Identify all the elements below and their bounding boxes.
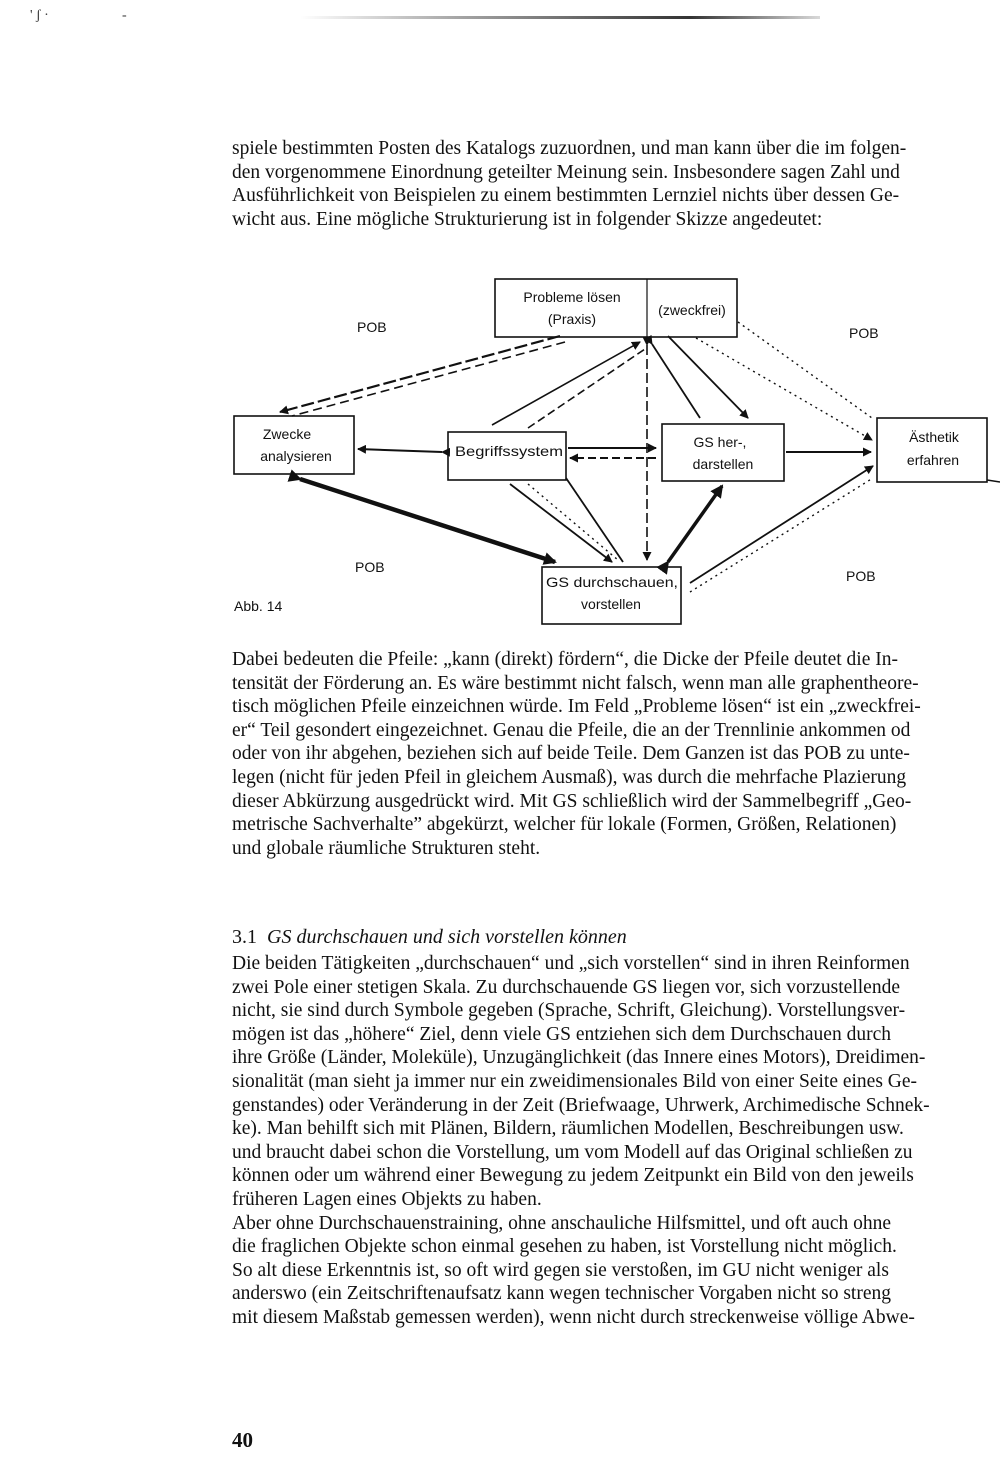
- text-line: anderswo (ein Zeitschriftenaufsatz kann wegen technischer Vorgaben nicht so streng: [232, 1283, 891, 1305]
- box-gs-herstellen: [662, 424, 784, 481]
- text-line: ihre Größe (Länder, Moleküle), Unzugänglichkeit (das Innere eines Motors), Dreidimen-: [232, 1047, 926, 1069]
- text-line: und globale räumliche Strukturen steht.: [232, 837, 541, 859]
- arrow: [668, 336, 748, 418]
- pob-label: POB: [846, 568, 876, 584]
- section-title: GS durchschauen und sich vorstellen können: [267, 926, 627, 948]
- node-label: analysieren: [260, 448, 332, 464]
- text-line: er“ Teil gesondert eingezeichnet. Genau die Pfeile, die an der Trennlinie ankommen od: [232, 719, 911, 741]
- arrow-thick: [668, 486, 722, 562]
- text-line: ke). Man behilft sich mit Plänen, Bildern, räumlichen Modellen, Beschreibungen usw.: [232, 1118, 904, 1140]
- text-line: tensität der Förderung an. Es wäre bestimmt nicht falsch, wenn man alle graphentheore-: [232, 672, 919, 694]
- node-label: GS her-,: [693, 434, 747, 450]
- arrow-dashed: [280, 336, 560, 412]
- text-line: die fraglichen Objekte schon einmal gesehen zu haben, ist Vorstellung nicht möglich.: [232, 1236, 897, 1258]
- scan-artifact-mark-right: -: [122, 8, 127, 23]
- arrow: [492, 342, 640, 425]
- text-line: Aber ohne Durchschauenstraining, ohne anschauliche Hilfsmittel, und oft auch ohne: [232, 1212, 892, 1234]
- text-line: Dabei bedeuten die Pfeile: „kann (direkt) fördern“, die Dicke der Pfeile deutet die In-: [232, 649, 898, 670]
- text-line: Die beiden Tätigkeiten „durchschauen“ und „sich vorstellen“ sind in ihren Reinformen: [232, 953, 910, 974]
- node-label: (zweckfrei): [658, 302, 726, 318]
- text-line: Ausführlichkeit von Beispielen zu einem bestimmten Lernziel nichts über dessen Ge-: [232, 185, 900, 207]
- box-zwecke-analysieren: [234, 416, 354, 474]
- arrow: [690, 466, 873, 583]
- arrow-double: [358, 449, 442, 452]
- text-line: spiele bestimmten Posten des Katalogs zuzuordnen, und man kann über die im folgen-: [232, 138, 907, 159]
- arrow: [652, 344, 700, 418]
- section-heading: [232, 926, 627, 949]
- text-line: metrische Sachverhalte” abgekürzt, welcher für lokale (Formen, Größen, Relationen): [232, 814, 897, 836]
- text-line: nicht, sie sind durch Symbole gegeben (Sprache, Schrift, Gleichung). Vorstellungsver-: [232, 1000, 906, 1022]
- pob-label: POB: [849, 325, 879, 341]
- text-line: früheren Lagen eines Objekts zu haben.: [232, 1188, 542, 1210]
- arrow-dashed-parallel: [292, 342, 565, 416]
- arrow-dotted: [528, 484, 618, 560]
- box-aesthetik-erfahren: [877, 418, 987, 482]
- node-label: Begriffssystem: [455, 443, 563, 459]
- arrow-dashed: [528, 349, 645, 428]
- figure-caption: Abb. 14: [234, 598, 283, 614]
- node-label: GS durchschauen,: [546, 574, 678, 590]
- text-line: wicht aus. Eine mögliche Strukturierung ist in folgender Skizze angedeutet:: [232, 208, 823, 230]
- text-line: genstandes) oder Veränderung in der Zeit (Briefwaage, Uhrwerk, Archimedische Schnek-: [232, 1094, 930, 1116]
- text-line: sionalität (man sieht ja immer nur ein zweidimensionales Bild von einer Seite eines Ge-: [232, 1070, 918, 1092]
- structure-diagram: [0, 0, 1000, 640]
- text-line: mit diesem Maßstab gemessen werden), wenn nicht durch streckenweise völlige Abwe-: [232, 1306, 915, 1328]
- node-label: Probleme lösen: [523, 289, 621, 305]
- node-label: Ästhetik: [909, 429, 959, 445]
- text-line: tisch möglichen Pfeile einzeichnen würde. Im Feld „Probleme lösen“ ist ein „zweckfrei-: [232, 696, 921, 718]
- text-line: zwei Pole einer stetigen Skala. Zu durchschauende GS liegen vor, sich vorzustellende: [232, 976, 900, 998]
- section-paragraph: [232, 952, 977, 1330]
- arrow-thick: [300, 479, 555, 562]
- node-label: Zwecke: [262, 426, 312, 442]
- scan-artifact-mark-left: ' ʃ ·: [30, 8, 49, 23]
- node-label: (Praxis): [547, 311, 597, 327]
- node-label: vorstellen: [581, 596, 641, 612]
- pob-label: POB: [357, 319, 387, 335]
- text-line: und braucht dabei schon die Vorstellung, um vom Modell auf das Original schließen zu: [232, 1141, 913, 1163]
- pob-label: POB: [355, 559, 385, 575]
- text-line: legen (nicht für jeden Pfeil in gleichem Ausmaß), was durch die mehrfache Plazierung: [232, 766, 907, 788]
- page-number: 40: [232, 1428, 253, 1452]
- text-line: den vorgenommene Einordnung geteilter Meinung sein. Insbesondere sagen Zahl und: [232, 161, 900, 183]
- text-line: können oder um während einer Bewegung zu jedem Zeitpunkt ein Bild von den jeweils: [232, 1165, 914, 1187]
- text-line: oder von ihr abgehen, beziehen sich auf beide Teile. Dem Ganzen ist das POB zu unte-: [232, 743, 910, 765]
- text-line: So alt diese Erkenntnis ist, so oft wird gegen sie verstoßen, im GU nicht weniger als: [232, 1259, 889, 1281]
- section-number: 3.1: [232, 926, 257, 948]
- margin-line: [987, 480, 1000, 482]
- text-line: mögen ist das „höhere“ Ziel, denn viele GS entziehen sich dem Durchschauen durch: [232, 1023, 891, 1045]
- explanation-paragraph: [232, 648, 977, 860]
- node-label: erfahren: [906, 452, 960, 468]
- text-line: dieser Abkürzung ausgedrückt wird. Mit GS schließlich wird der Sammelbegriff „Geo-: [232, 790, 912, 812]
- node-label: darstellen: [692, 456, 754, 472]
